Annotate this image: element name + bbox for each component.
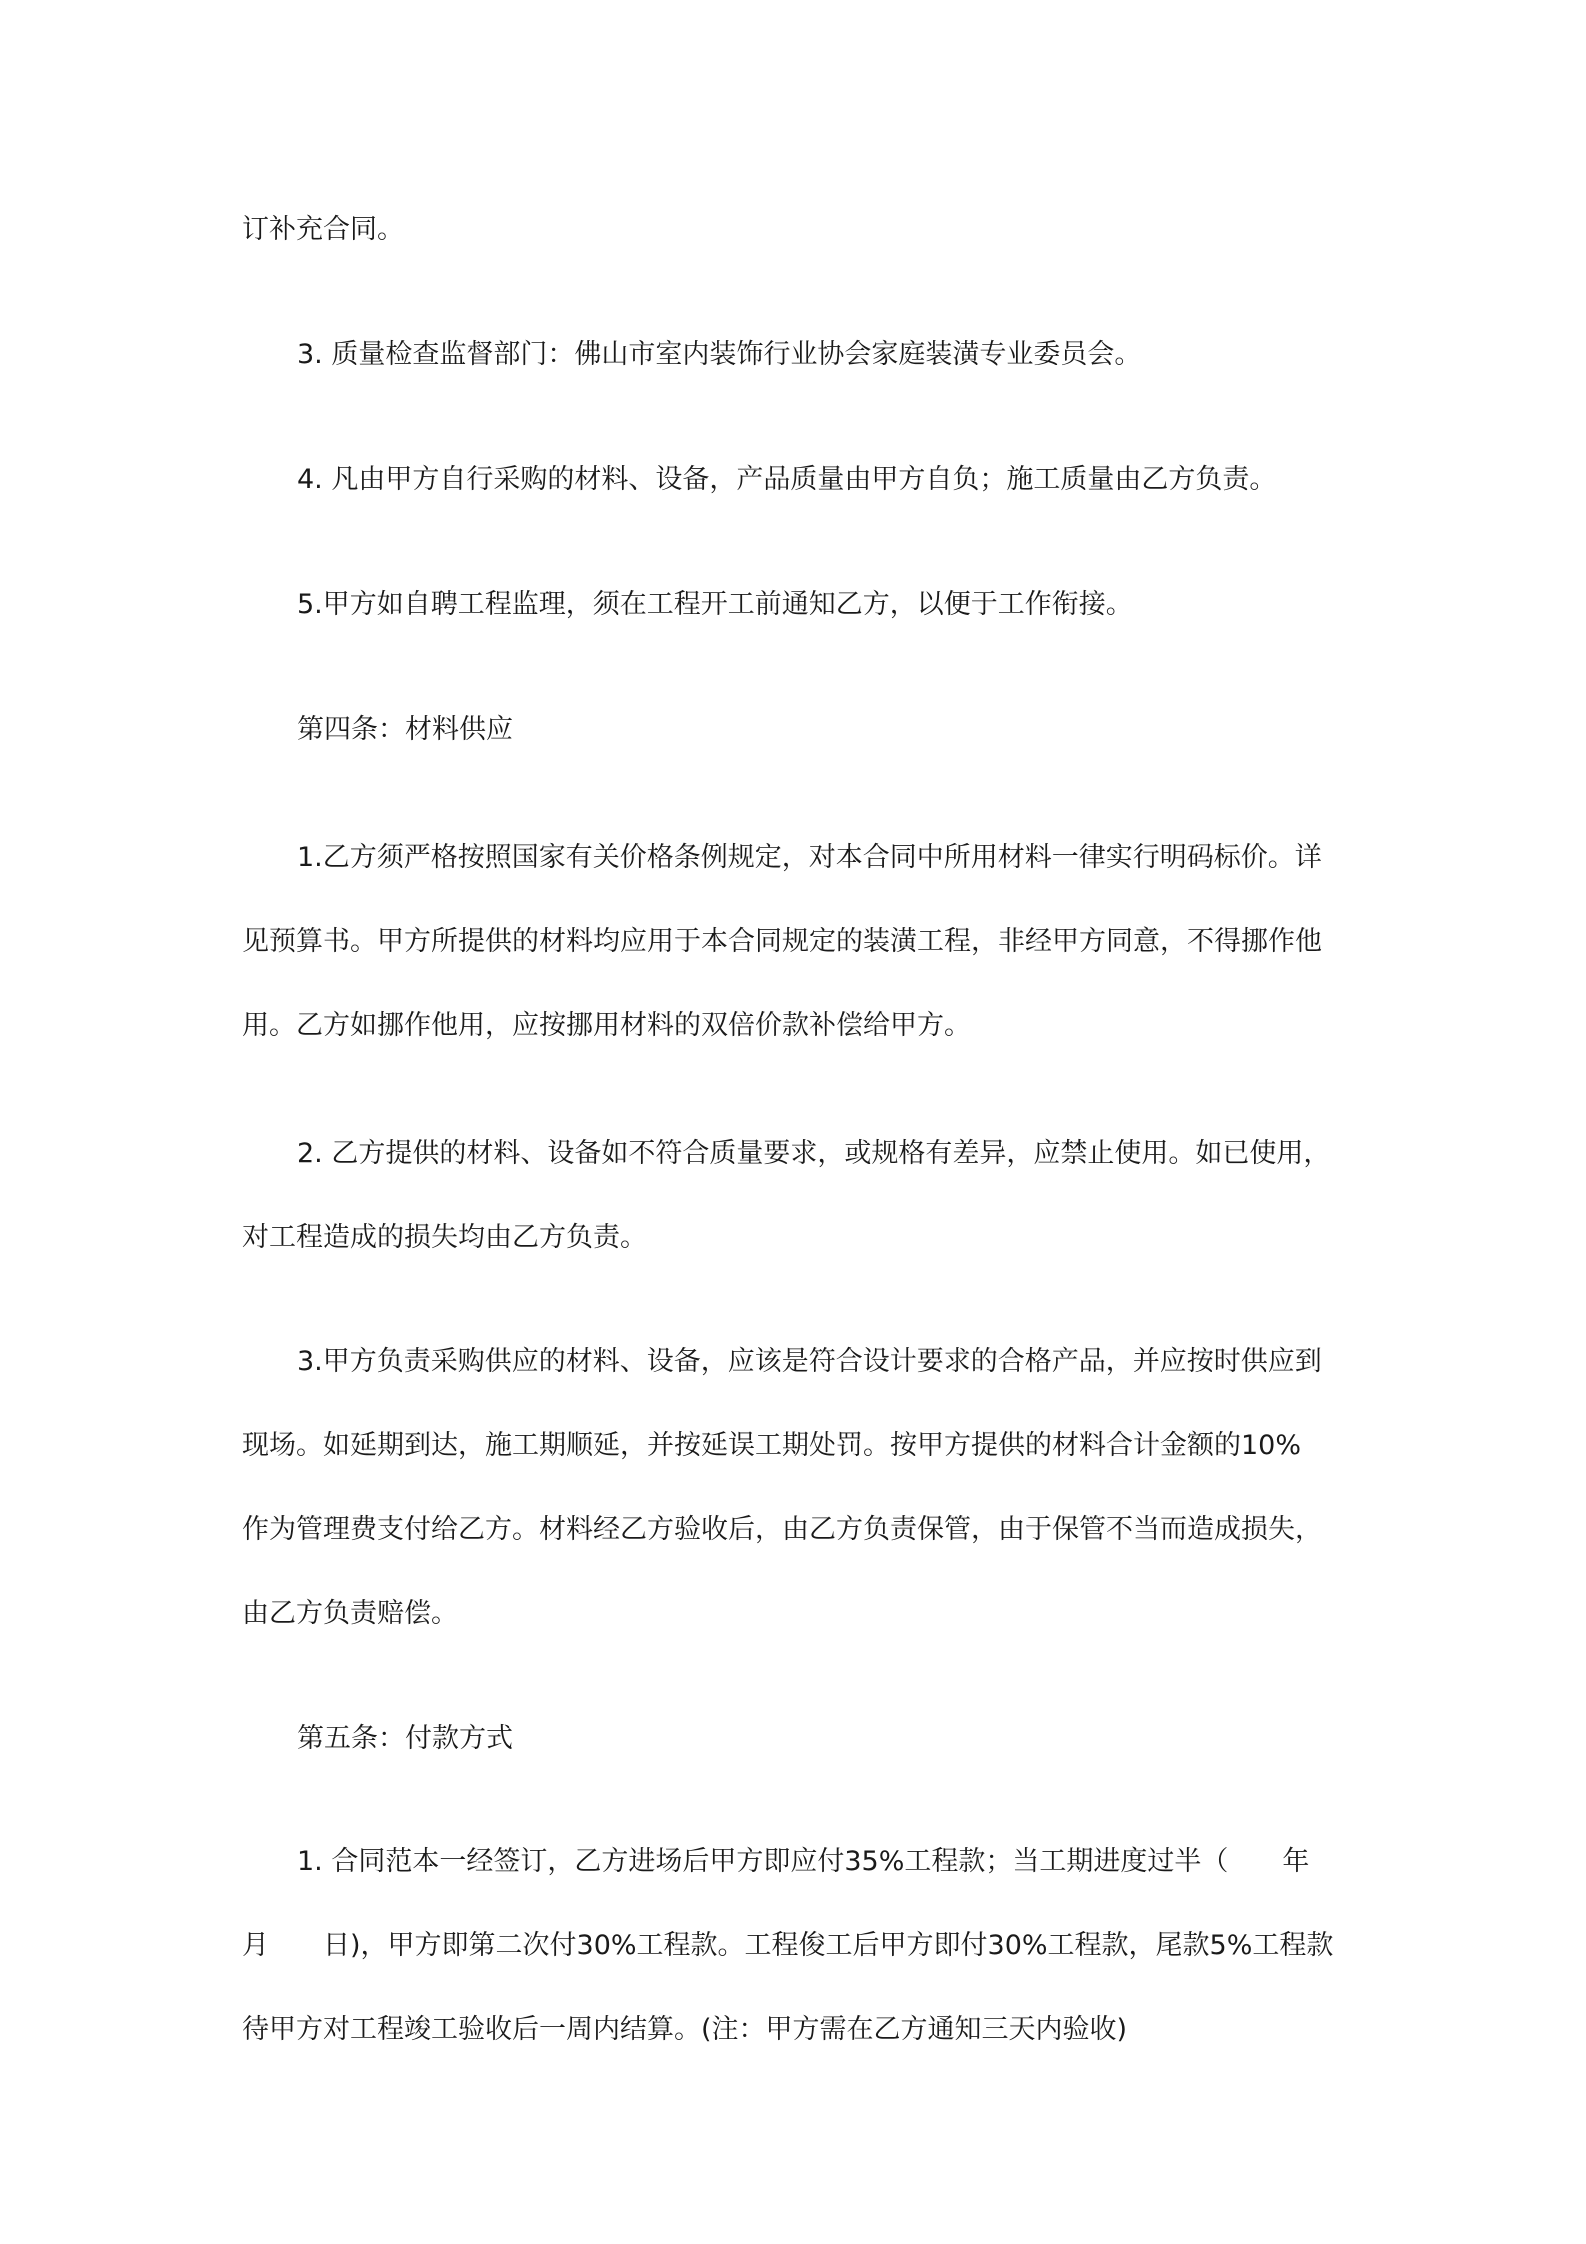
section-heading-article-5: [242, 1697, 1360, 1781]
text-line: 见预算书。甲方所提供的材料均应用于本合同规定的装潢工程，非经甲方同意，不得挪作他: [242, 926, 1322, 957]
text-line: 现场。如延期到达，施工期顺延，并按延误工期处罚。按甲方提供的材料合计金额的10%: [242, 1430, 1302, 1461]
section-heading: 第四条：材料供应: [297, 714, 513, 745]
text-line: 用。乙方如挪作他用，应按挪用材料的双倍价款补偿给甲方。: [242, 1010, 971, 1041]
paragraph-clause-4-2: [242, 1112, 1360, 1280]
text-line: 3.甲方负责采购供应的材料、设备，应该是符合设计要求的合格产品，并应按时供应到: [297, 1346, 1322, 1377]
paragraph-continuation: [242, 188, 1360, 272]
paragraph-clause-3-3: [242, 313, 1360, 397]
text-line: 5.甲方如自聘工程监理，须在工程开工前通知乙方，以便于工作衔接。: [297, 589, 1133, 620]
text-line: 3. 质量检查监督部门：佛山市室内装饰行业协会家庭装潢专业委员会。: [297, 339, 1142, 370]
text-line: 对工程造成的损失均由乙方负责。: [242, 1222, 647, 1253]
paragraph-clause-4-3: [242, 1320, 1360, 1656]
text-line: 1.乙方须严格按照国家有关价格条例规定，对本合同中所用材料一律实行明码标价。详: [297, 842, 1322, 873]
text-line: 1. 合同范本一经签订，乙方进场后甲方即应付35%工程款；当工期进度过半（ 年: [297, 1846, 1310, 1877]
text-line: 待甲方对工程竣工验收后一周内结算。(注：甲方需在乙方通知三天内验收): [242, 2014, 1128, 2045]
text-line: 2. 乙方提供的材料、设备如不符合质量要求，或规格有差异，应禁止使用。如已使用，: [297, 1138, 1331, 1169]
text-line: 由乙方负责赔偿。: [242, 1598, 458, 1629]
text-line: 作为管理费支付给乙方。材料经乙方验收后，由乙方负责保管，由于保管不当而造成损失，: [242, 1514, 1322, 1545]
text-line: 月 日)，甲方即第二次付30%工程款。工程俊工后甲方即付30%工程款，尾款5%工程款: [242, 1930, 1334, 1961]
paragraph-clause-5-1: [242, 1820, 1360, 2072]
paragraph-clause-3-5: [242, 563, 1360, 647]
section-heading-article-4: [242, 688, 1360, 772]
document-page: [242, 0, 1360, 2244]
paragraph-clause-3-4: [242, 438, 1360, 522]
section-heading: 第五条：付款方式: [297, 1723, 513, 1754]
text-line: 4. 凡由甲方自行采购的材料、设备，产品质量由甲方自负；施工质量由乙方负责。: [297, 464, 1277, 495]
text-line: 订补充合同。: [242, 214, 404, 245]
paragraph-clause-4-1: [242, 816, 1360, 1068]
